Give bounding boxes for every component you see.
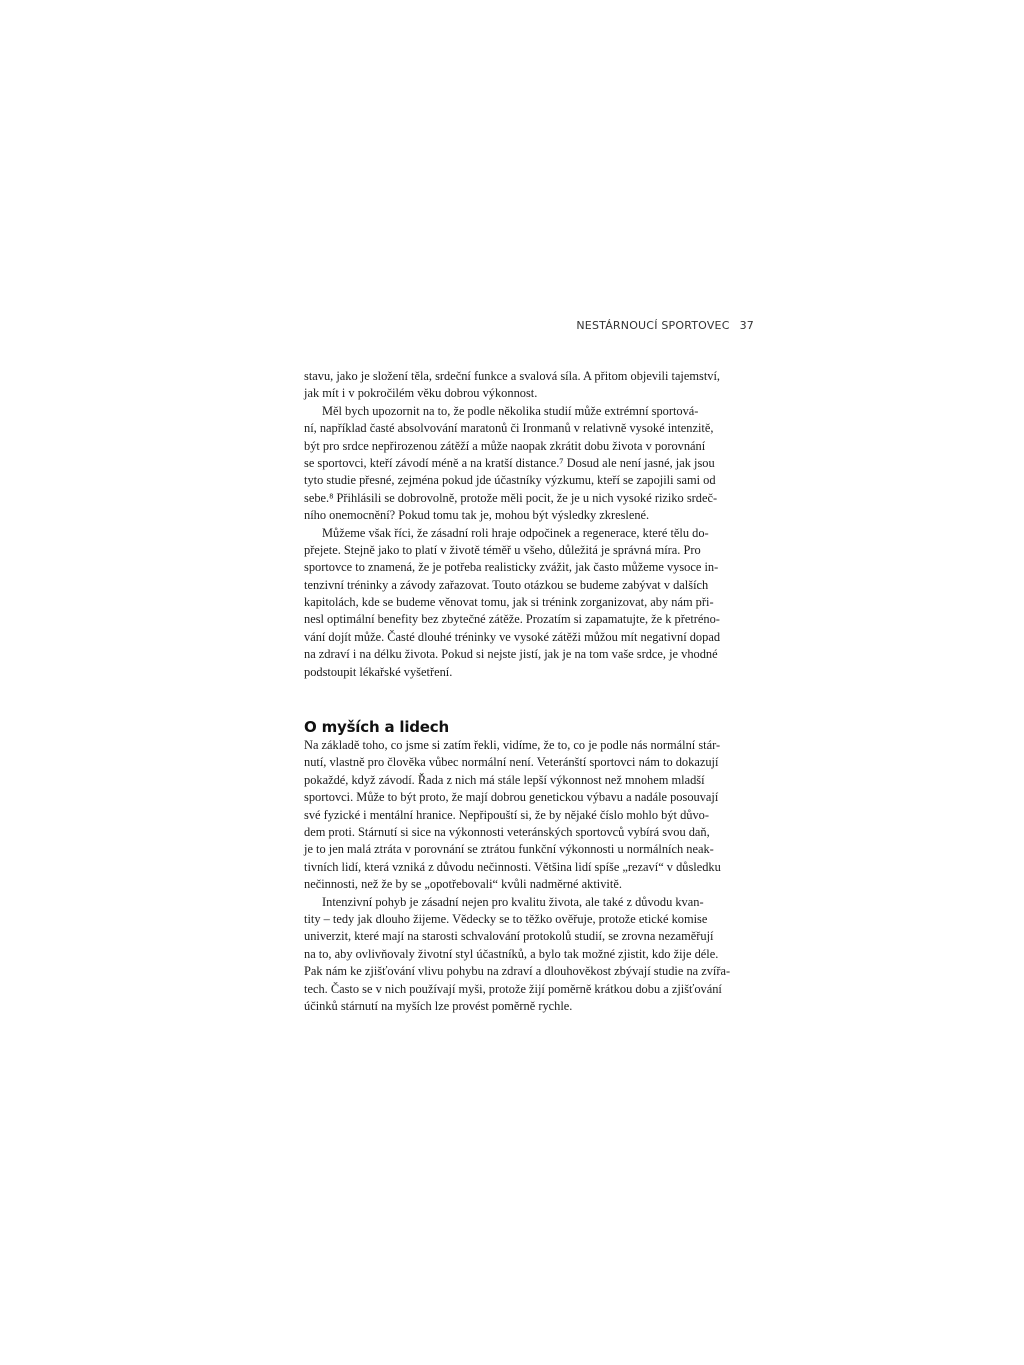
text-line: je to jen malá ztráta v porovnání se ztrátou funkční výkonnosti u normálních neak- — [304, 842, 714, 857]
text-line: tivních lidí, která vzniká z důvodu nečinnosti. Většina lidí spíše „rezaví“ v důsledku — [304, 859, 721, 874]
text-line: kapitolách, kde se budeme věnovat tomu, jak si trénink zorganizovat, aby nám při- — [304, 595, 714, 610]
running-head — [520, 319, 754, 332]
text-line: univerzit, které mají na starosti schvalování protokolů studií, se zrovna nezaměřují — [304, 929, 714, 944]
text-line: Měl bych upozornit na to, že podle několika studií může extrémní sportová- — [322, 403, 699, 418]
text-line: stavu, jako je složení těla, srdeční funkce a svalová síla. A přitom objevili tajemství, — [304, 369, 721, 383]
section-heading: O myších a lidech — [304, 718, 449, 737]
text-line: vání dojít může. Časté dlouhé tréninky ve vysoké zátěži můžou mít negativní dopad — [304, 629, 721, 644]
text-line: Pak nám ke zjišťování vlivu pohybu na zdraví a dlouhověkost zbývají studie na zvířa- — [304, 964, 731, 979]
text-line: nečinnosti, než že by se „opotřebovali“ kvůli nadměrné aktivitě. — [304, 877, 622, 892]
text-line: nutí, vlastně pro člověka vůbec normální není. Veteránští sportovci nám to dokazují — [304, 755, 719, 770]
text-line: se sportovci, kteří závodí méně a na kratší distance.⁷ Dosud ale není jasné, jak jsou — [304, 455, 715, 470]
text-line: Na základě toho, co jsme si zatím řekli, vidíme, že to, co je podle nás normální stár- — [304, 738, 721, 753]
section-spacer — [304, 681, 728, 717]
text-line: účinků stárnutí na myších lze provést poměrně rychle. — [304, 998, 573, 1013]
text-line: tyto studie přesné, zejména pokud jde účastníky výzkumu, kteří se zapojili sami od — [304, 473, 716, 488]
text-line: tity – tedy jak dlouho žijeme. Vědecky se to těžko ověřuje, protože etické komise — [304, 911, 708, 926]
paragraph-4 — [304, 737, 728, 894]
text-line: své fyzické i mentální hranice. Nepřipouští si, že by nějaké číslo mohlo být důvo- — [304, 807, 709, 822]
text-line: pokaždé, když závodí. Řada z nich má stále lepší výkonnost než mnohem mladší — [304, 772, 705, 787]
text-line: ního onemocnění? Pokud tomu tak je, mohou být výsledky zkreslené. — [304, 508, 650, 523]
text-line: podstoupit lékařské vyšetření. — [304, 664, 453, 679]
text-line: tenzivní tréninky a závody zařazovat. Touto otázkou se budeme zabývat v dalších — [304, 577, 709, 592]
text-line: Můžeme však říci, že zásadní roli hraje odpočinek a regenerace, které tělu do- — [322, 525, 709, 540]
text-line: Intenzivní pohyb je zásadní nejen pro kvalitu života, ale také z důvodu kvan- — [322, 894, 704, 909]
text-line: být pro srdce nepřirozenou zátěží a může naopak zkrátit dobu života v porovnání — [304, 438, 706, 453]
paragraph-2 — [304, 403, 728, 525]
running-title: NESTÁRNOUCÍ SPORTOVEC — [576, 319, 730, 332]
text-line: přejete. Stejně jako to platí v životě téměř u všeho, důležitá je správná míra. Pro — [304, 542, 701, 557]
text-line: nesl optimální benefity bez zbytečné zátěže. Prozatím si zapamatujte, že k přetréno- — [304, 612, 720, 627]
paragraph-3 — [304, 525, 728, 682]
text-line: dem proti. Stárnutí si sice na výkonnosti veteránských sportovců vybírá svou daň, — [304, 824, 710, 839]
text-line: na to, aby ovlivňovaly životní styl účastníků, a bylo tak možné zjistit, kdo žije déle. — [304, 946, 719, 961]
paragraph-5 — [304, 894, 731, 1016]
text-line: ní, například časté absolvování maratonů či Ironmanů v relativně vysoké intenzitě, — [304, 421, 714, 436]
text-line: sportovce to znamená, že je potřeba realisticky zvážit, jak často můžeme vysoce in- — [304, 560, 719, 575]
text-line: na zdraví i na délku života. Pokud si nejste jistí, jak je na tom vaše srdce, je vhodné — [304, 647, 718, 662]
body-text — [304, 368, 731, 1015]
page-number: 37 — [739, 319, 754, 332]
paragraph-1 — [304, 368, 728, 403]
text-line: jak mít i v pokročilém věku dobrou výkonnost. — [304, 386, 538, 401]
text-line: sportovci. Může to být proto, že mají dobrou genetickou výbavu a nadále posouvají — [304, 790, 719, 805]
text-line: tech. Často se v nich používají myši, protože žijí poměrně krátkou dobu a zjišťování — [304, 981, 722, 996]
text-line: sebe.⁸ Přihlásili se dobrovolně, protože měli pocit, že je u nich vysoké riziko srdeč- — [304, 490, 718, 505]
